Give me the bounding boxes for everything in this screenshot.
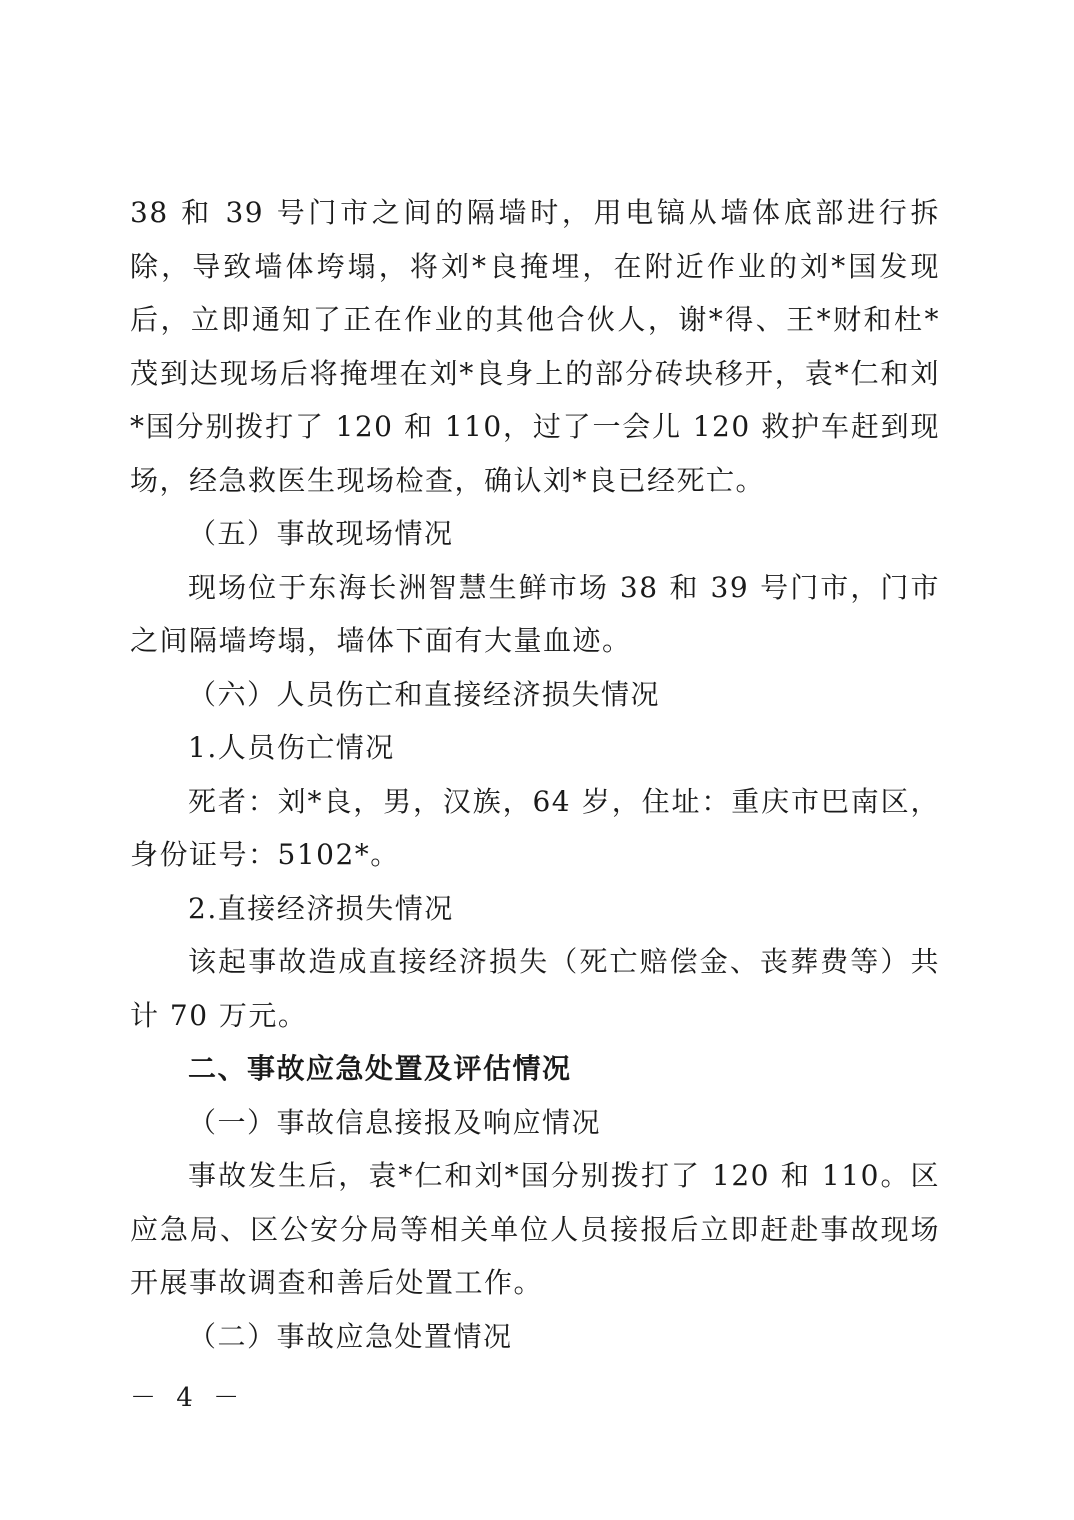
subheading-casualties: 1.人员伤亡情况 <box>188 731 395 764</box>
paragraph-economic-loss: 该起事故造成直接经济损失（死亡赔偿金、丧葬费等）共计 70 万元。 <box>130 945 940 1032</box>
subheading-economic-loss: 2.直接经济损失情况 <box>188 891 454 925</box>
heading-info-reporting: （一）事故信息接报及响应情况 <box>188 1105 602 1139</box>
section-heading-emergency-response: 二、事故应急处置及评估情况 <box>188 1052 572 1085</box>
heading-scene-situation: （五）事故现场情况 <box>188 517 454 550</box>
heading-emergency-handling: （二）事故应急处置情况 <box>188 1319 513 1353</box>
paragraph-info-reporting: 事故发生后，袁*仁和刘*国分别拨打了 120 和 110。区应急局、区公安分局等相关单位人员接报后立即赶赴事故现场开展事故调查和善后处置工作。 <box>130 1159 940 1299</box>
paragraph-scene-description: 现场位于东海长洲智慧生鲜市场 38 和 39 号门市，门市之间隔墙垮塌，墙体下面有大量血迹。 <box>130 570 940 657</box>
paragraph-accident-process: 38 和 39 号门市之间的隔墙时，用电镐从墙体底部进行拆除，导致墙体垮塌，将刘*良掩埋，在附近作业的刘*国发现后，立即通知了正在作业的其他合伙人，谢*得、王*财和杜*茂到达现场后将掩埋在刘*良身上的部分砖块移开，袁*仁和刘*国分别拨打了 120 和 110，过了一会儿 120 救护车赶到现场，经急救医生现场检查，确认刘*良已经死亡。 <box>130 196 940 497</box>
paragraph-deceased-info: 死者：刘*良，男，汉族，64 岁，住址：重庆市巴南区，身份证号：5102*。 <box>130 784 940 871</box>
document-body <box>130 186 940 1363</box>
page-number: － 4 － <box>130 1383 246 1413</box>
heading-casualties-losses: （六）人员伤亡和直接经济损失情况 <box>188 677 661 711</box>
